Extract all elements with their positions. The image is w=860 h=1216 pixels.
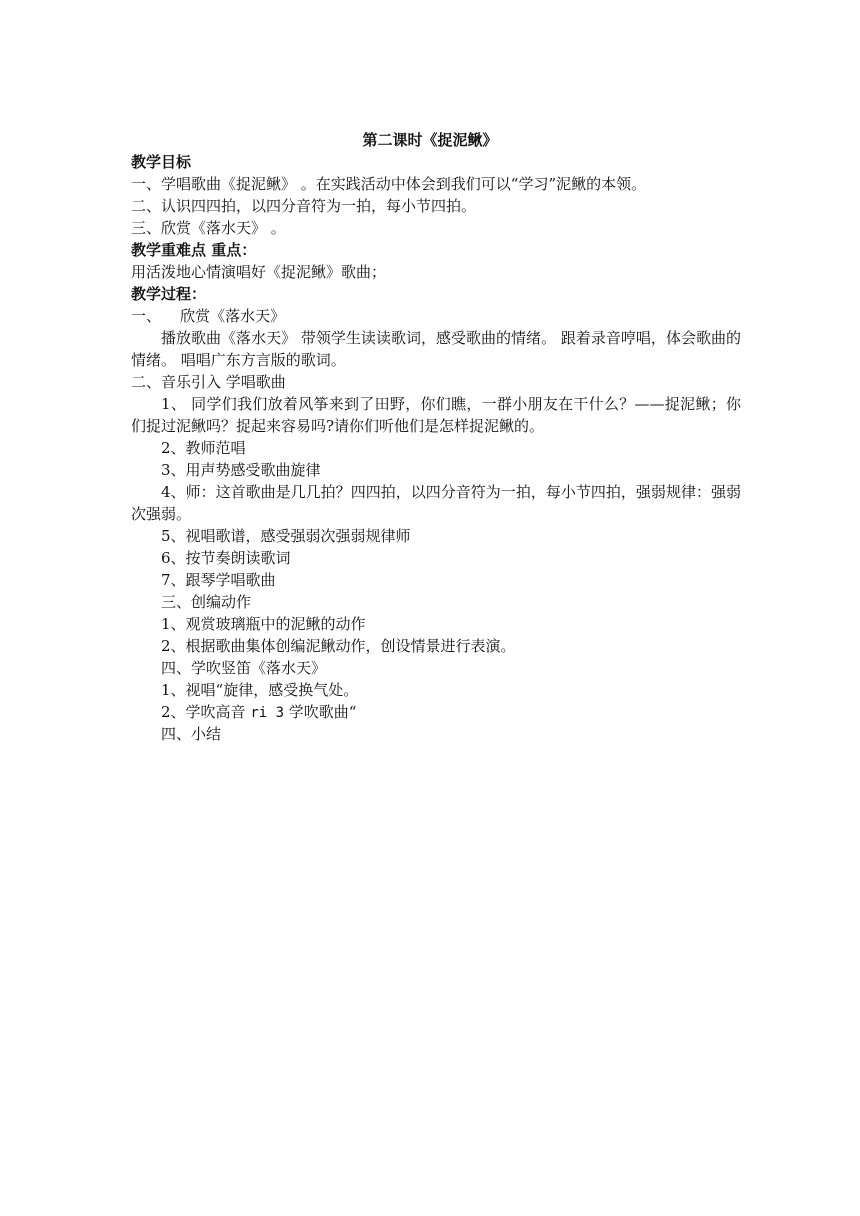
key-point-1: 用活泼地心情演唱好《捉泥鳅》歌曲；: [131, 263, 387, 281]
section-heading-key-points: 教学重难点 重点：: [131, 241, 257, 259]
process-step-3-item-1: 1、观赏玻璃瓶中的泥鳅的动作: [161, 615, 366, 633]
process-step-3: 三、创编动作: [161, 593, 252, 611]
process-step-2-item-7: 7、跟琴学唱歌曲: [161, 571, 276, 589]
process-step-4-item-2-text-c: 学吹歌曲“: [284, 703, 357, 721]
process-step-4: 四、学吹竖笛《落水天》: [161, 659, 327, 677]
goal-item-3: 三、欣赏《落水天》 。: [131, 219, 286, 237]
process-step-1: 一、 欣赏《落水天》: [131, 307, 286, 325]
process-step-2-item-6: 6、按节奏朗读歌词: [161, 549, 291, 567]
process-step-2-item-4: 4、师：这首歌曲是几几拍？四四拍，以四分音符为一拍，每小节四拍，强弱规律：强弱次强弱。: [131, 483, 741, 523]
goal-item-2: 二、认识四四拍，以四分音符为一拍，每小节四拍。: [131, 197, 477, 215]
section-heading-process: 教学过程：: [131, 285, 207, 303]
process-step-2-item-2: 2、教师范唱: [161, 439, 246, 457]
process-step-5-summary: 四、小结: [161, 725, 222, 743]
goal-item-1: 一、学唱歌曲《捉泥鳅》 。在实践活动中体会到我们可以“学习”泥鳅的本领。: [131, 175, 647, 193]
process-step-4-item-2-notation: ri 3: [250, 705, 285, 721]
process-step-2-item-3: 3、用声势感受歌曲旋律: [161, 461, 321, 479]
document-body: [131, 151, 741, 745]
process-step-2-item-1: 1、 同学们我们放着风筝来到了田野，你们瞧，一群小朋友在干什么？——捉泥鳅；你们捉过泥鳅吗？捉起来容易吗?请你们听他们是怎样捉泥鳅的。: [131, 395, 741, 435]
process-step-1-detail: 播放歌曲《落水天》 带领学生读读歌词，感受歌曲的情绪。 跟着录音哼唱，体会歌曲的情绪。 唱唱广东方言版的歌词。: [131, 329, 741, 369]
process-step-2-item-5: 5、视唱歌谱，感受强弱次强弱规律师: [161, 527, 411, 545]
section-heading-goals: 教学目标: [131, 153, 192, 171]
process-step-3-item-2: 2、根据歌曲集体创编泥鳅动作，创设情景进行表演。: [161, 637, 516, 655]
process-step-4-item-1: 1、视唱“旋律，感受换气处。: [161, 681, 359, 699]
process-step-4-item-2-text-a: 2、学吹高音: [161, 703, 251, 721]
document-title: 第二课时《捉泥鳅》: [362, 131, 498, 149]
process-step-4-item-2: [131, 701, 741, 723]
process-step-2: 二、音乐引入 学唱歌曲: [131, 373, 286, 391]
